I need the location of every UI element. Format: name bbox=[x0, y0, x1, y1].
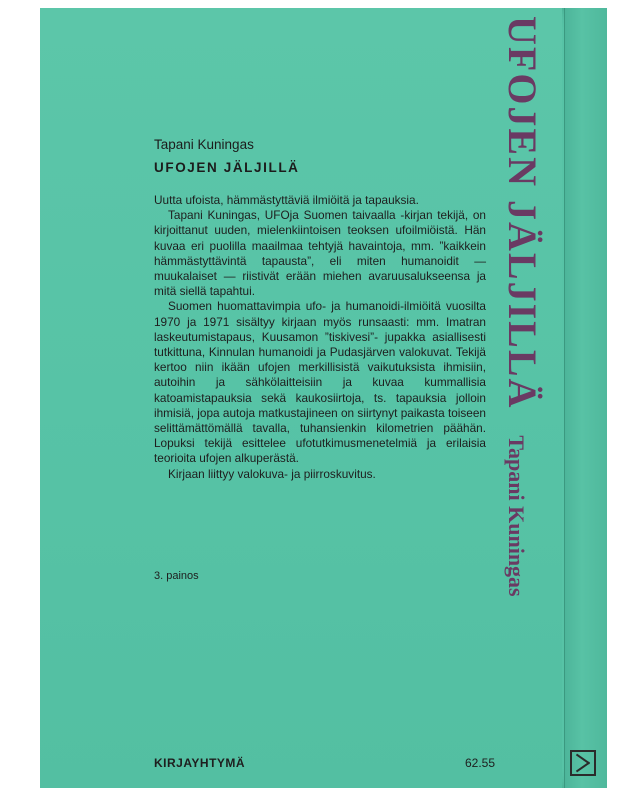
spine-title: UFOJEN JÄLJILLÄ bbox=[500, 16, 545, 410]
blurb-paragraph: Uutta ufoista, hämmästyttäviä ilmiöitä ja tapauksia. bbox=[154, 193, 419, 207]
author-name: Tapani Kuningas bbox=[154, 137, 254, 152]
book-title: UFOJEN JÄLJILLÄ bbox=[154, 160, 300, 175]
book-spine bbox=[564, 8, 607, 788]
spine-author: Tapani Kuningas bbox=[504, 435, 529, 597]
blurb-paragraph: Kirjaan liittyy valokuva- ja piirroskuvitus. bbox=[168, 466, 376, 481]
publisher-logo-icon bbox=[570, 750, 596, 776]
edition-label: 3. painos bbox=[154, 570, 199, 582]
price-label: 62.55 bbox=[465, 756, 496, 770]
blurb-paragraph: Tapani Kuningas, UFOja Suomen taivaalla -kirjan tekijä, on kirjoittanut uuden, mielenkiintoisen teoksen ufoilmiöistä. Hän kuvaa eri puolilla maailmaa tehtyjä havaintoja, mm. ”kaikkein hämmästyttävintä tapausta”, eli miten humanoidit — muukalaiset — riistivät erään miehen avaruusalukseensa ja mitä siellä tapahtui. bbox=[154, 208, 486, 299]
spine-text bbox=[499, 16, 546, 597]
blurb bbox=[154, 193, 486, 482]
publisher-name: KIRJAYHTYMÄ bbox=[154, 756, 246, 770]
blurb-paragraph: Suomen huomattavimpia ufo- ja humanoidi-ilmiöitä vuosilta 1970 ja 1971 sisältyy kirjaan myös runsaasti: mm. Imatran laskeutumistapaus, Kuusamon ”tiskivesi”- jupakka asiallisesti tutkittuna, Kinnulan humanoidi ja Pudasjärven valokuvat. Tekijä kertoo niin ikään ufojen merkillisistä vaikutuksista ihmisiin, autoihin ja sähkölaitteisiin ja kuvaa kummallisia katoamistapauksia sekä kaukosiirtoja, ts. tapauksia jolloin ihmisiä, jopa autoja matkustajineen on siirtynyt paikasta toiseen selittämättömällä tavalla, tuhansienkin kilometrien päähän. Lopuksi tekijä esittelee ufotutkimusmenetelmiä ja erilaisia teorioita ufojen alkuperästä. bbox=[154, 299, 486, 466]
